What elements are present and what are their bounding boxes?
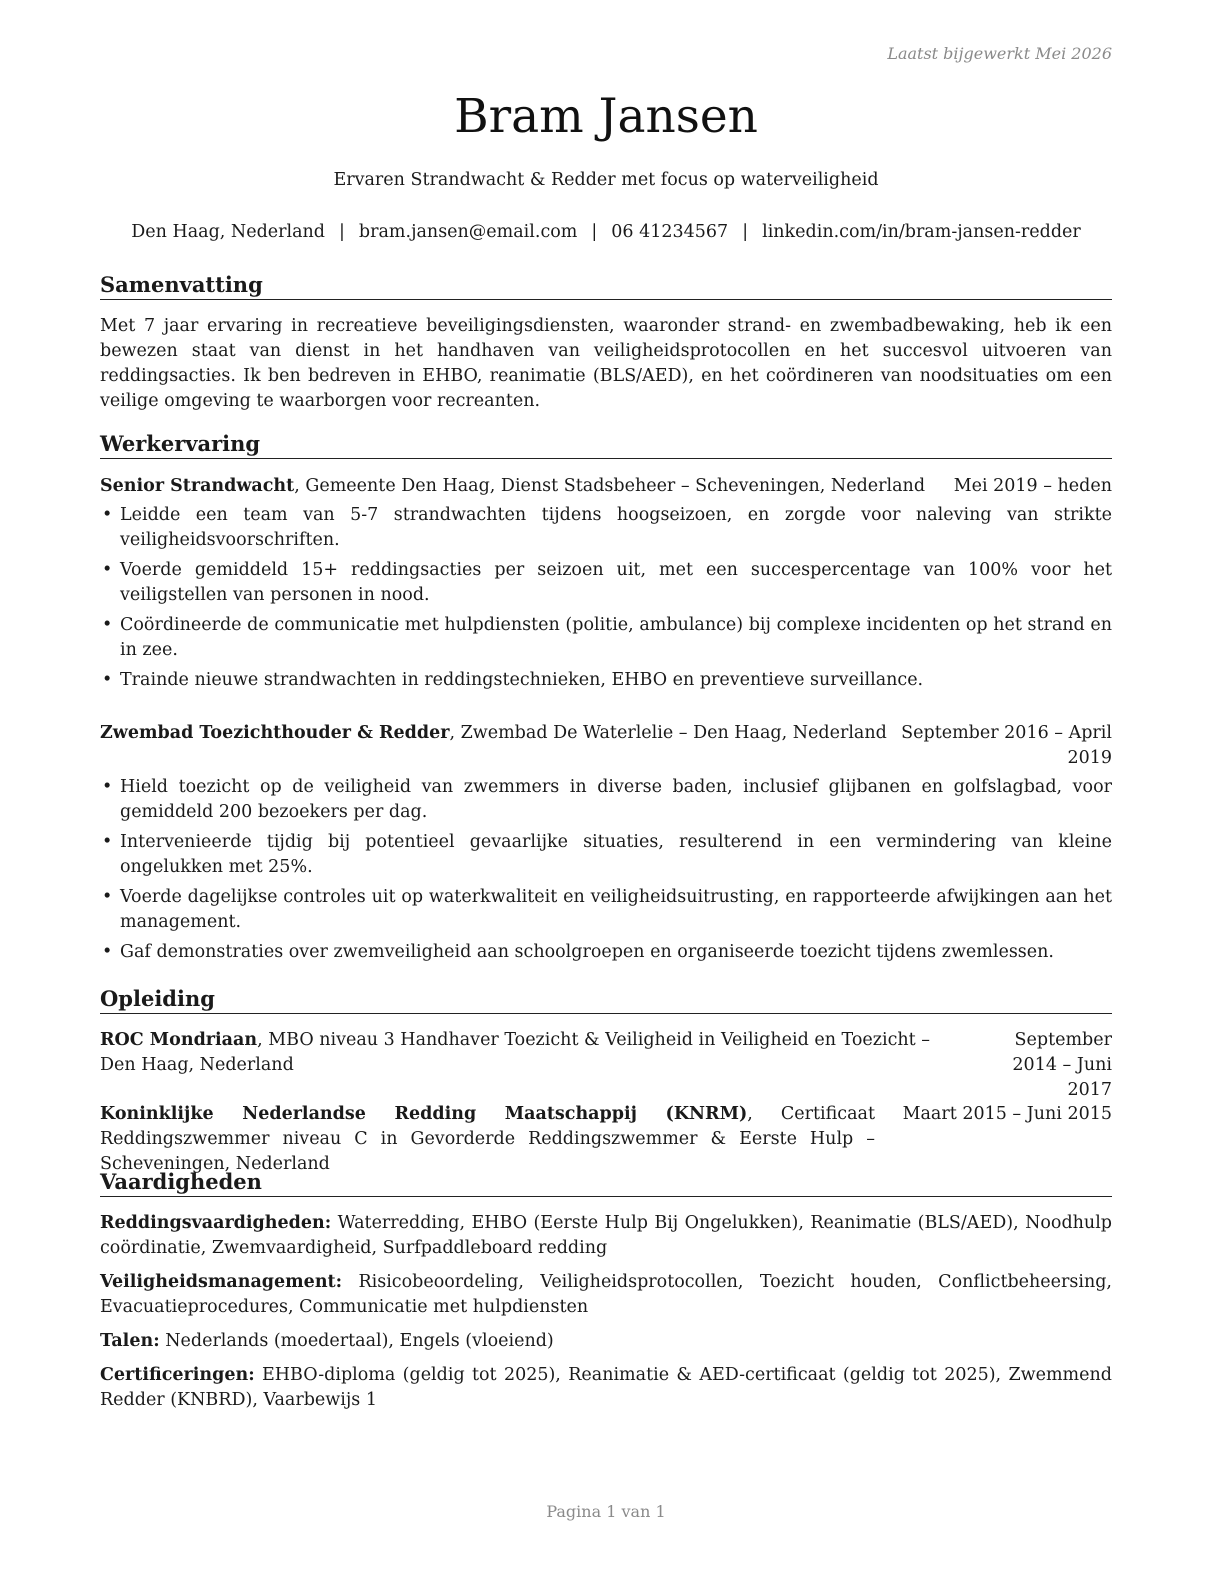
candidate-name: Bram Jansen xyxy=(454,89,758,144)
summary-text: Met 7 jaar ervaring in recreatieve beveiligingsdiensten, waaronder strand- en zwembadbewaking, heb ik een bewezen staat van dienst in het handhaven van veiligheidsprotocollen en het succesvol uitvoeren van reddingsacties. Ik ben bedreven in EHBO, reanimatie (BLS/AED), en het coördineren van noodsituaties om een veilige omgeving te waarborgen voor recreanten. xyxy=(100,316,1112,411)
job-role: Senior Strandwacht xyxy=(100,476,295,496)
list-item: • Hield toezicht op de veiligheid van zwemmers in diverse baden, inclusief glijbanen en golfslagbad, voor gemiddeld 200 bezoekers per dag. xyxy=(100,775,1112,825)
education-school: Koninklijke Nederlandse Redding Maatschappij (KNRM) xyxy=(100,1104,748,1124)
contact-line xyxy=(100,220,1112,244)
education-dates: September 2014 – Juni 2017 xyxy=(1012,1030,1112,1100)
job-bullets xyxy=(100,775,1112,965)
tagline: Ervaren Strandwacht & Redder met focus op waterveiligheid xyxy=(333,170,879,190)
education-entry xyxy=(100,1028,1112,1100)
job-entry xyxy=(100,721,1112,970)
skill-item xyxy=(100,1329,1112,1354)
education-detail: , Certificaat Reddingszwemmer niveau C in Gevorderde Reddingszwemmer & Eerste Hulp – Scheveningen, Nederland xyxy=(100,1104,875,1174)
skill-label: Talen: xyxy=(100,1331,160,1351)
education-entry xyxy=(100,1102,1112,1177)
skill-text: Waterredding, EHBO (Eerste Hulp Bij Ongelukken), Reanimatie (BLS/AED), Noodhulp coördinatie, Zwemvaardigheid, Surfpaddleboard redding xyxy=(100,1213,1112,1258)
list-item: • Intervenieerde tijdig bij potentieel gevaarlijke situaties, resulterend in een vermindering van kleine ongelukken met 25%. xyxy=(100,830,1112,880)
contact-separator: | xyxy=(742,222,749,242)
job-dates: September 2016 – April 2019 xyxy=(901,723,1112,768)
list-item: • Voerde dagelijkse controles uit op waterkwaliteit en veiligheidsuitrusting, en rapporteerde afwijkingen aan het management. xyxy=(100,885,1112,935)
job-header xyxy=(100,721,1112,768)
list-item: • Gaf demonstraties over zwemveiligheid aan schoolgroepen en organiseerde toezicht tijdens zwemlessen. xyxy=(100,940,1112,965)
last-updated: Laatst bijgewerkt Mei 2026 xyxy=(887,44,1112,63)
list-item: • Coördineerde de communicatie met hulpdiensten (politie, ambulance) bij complexe incidenten op het strand en in zee. xyxy=(100,613,1112,663)
skill-text: Risicobeoordeling, Veiligheidsprotocollen, Toezicht houden, Conflictbeheersing, Evacuatieprocedures, Communicatie met hulpdiensten xyxy=(100,1272,1112,1317)
education-detail: , MBO niveau 3 Handhaver Toezicht & Veiligheid in Veiligheid en Toezicht – Den Haag, Nederland xyxy=(100,1030,930,1075)
job-role: Zwembad Toezichthouder & Redder xyxy=(100,723,450,743)
list-item: • Trainde nieuwe strandwachten in reddingstechnieken, EHBO en preventieve surveillance. xyxy=(100,668,1112,693)
section-title-education: Opleiding xyxy=(100,985,1112,1014)
job-bullets xyxy=(100,503,1112,693)
skill-label: Certificeringen: xyxy=(100,1365,255,1385)
contact-separator: | xyxy=(339,222,345,242)
skill-item xyxy=(100,1211,1112,1261)
skill-item xyxy=(100,1363,1112,1413)
contact-linkedin[interactable]: linkedin.com/in/bram-jansen-redder xyxy=(762,222,1081,242)
education-dates: Maart 2015 – Juni 2015 xyxy=(902,1104,1112,1124)
section-title-summary: Samenvatting xyxy=(100,271,1112,300)
list-item: • Voerde gemiddeld 15+ reddingsacties per seizoen uit, met een succespercentage van 100% voor het veiligstellen van personen in nood. xyxy=(100,558,1112,608)
skill-label: Veiligheidsmanagement: xyxy=(100,1272,343,1292)
section-title-experience: Werkervaring xyxy=(100,430,1112,459)
contact-phone: 06 41234567 xyxy=(611,222,729,242)
job-org: , Gemeente Den Haag, Dienst Stadsbeheer – Scheveningen, Nederland xyxy=(294,476,926,496)
skill-text: EHBO-diploma (geldig tot 2025), Reanimatie & AED-certificaat (geldig tot 2025), Zwemmend Redder (KNBRD), Vaarbewijs 1 xyxy=(100,1365,1112,1410)
job-org: , Zwembad De Waterlelie – Den Haag, Nederland xyxy=(449,723,887,743)
skill-label: Reddingsvaardigheden: xyxy=(100,1213,332,1233)
contact-separator: | xyxy=(591,222,598,242)
section-title-skills: Vaardigheden xyxy=(100,1168,1112,1197)
skills-list xyxy=(100,1211,1112,1422)
page-number: Pagina 1 van 1 xyxy=(546,1502,666,1521)
skill-text: Nederlands (moedertaal), Engels (vloeiend) xyxy=(159,1331,554,1351)
contact-location: Den Haag, Nederland xyxy=(131,222,325,242)
education-school: ROC Mondriaan xyxy=(100,1030,258,1050)
contact-email[interactable]: bram.jansen@email.com xyxy=(358,222,578,242)
list-item: • Leidde een team van 5-7 strandwachten tijdens hoogseizoen, en zorgde voor naleving van strikte veiligheidsvoorschriften. xyxy=(100,503,1112,553)
job-header xyxy=(100,474,1112,499)
skill-item xyxy=(100,1270,1112,1320)
resume-page xyxy=(100,0,1112,1584)
job-dates: Mei 2019 – heden xyxy=(953,476,1112,496)
job-entry xyxy=(100,474,1112,698)
